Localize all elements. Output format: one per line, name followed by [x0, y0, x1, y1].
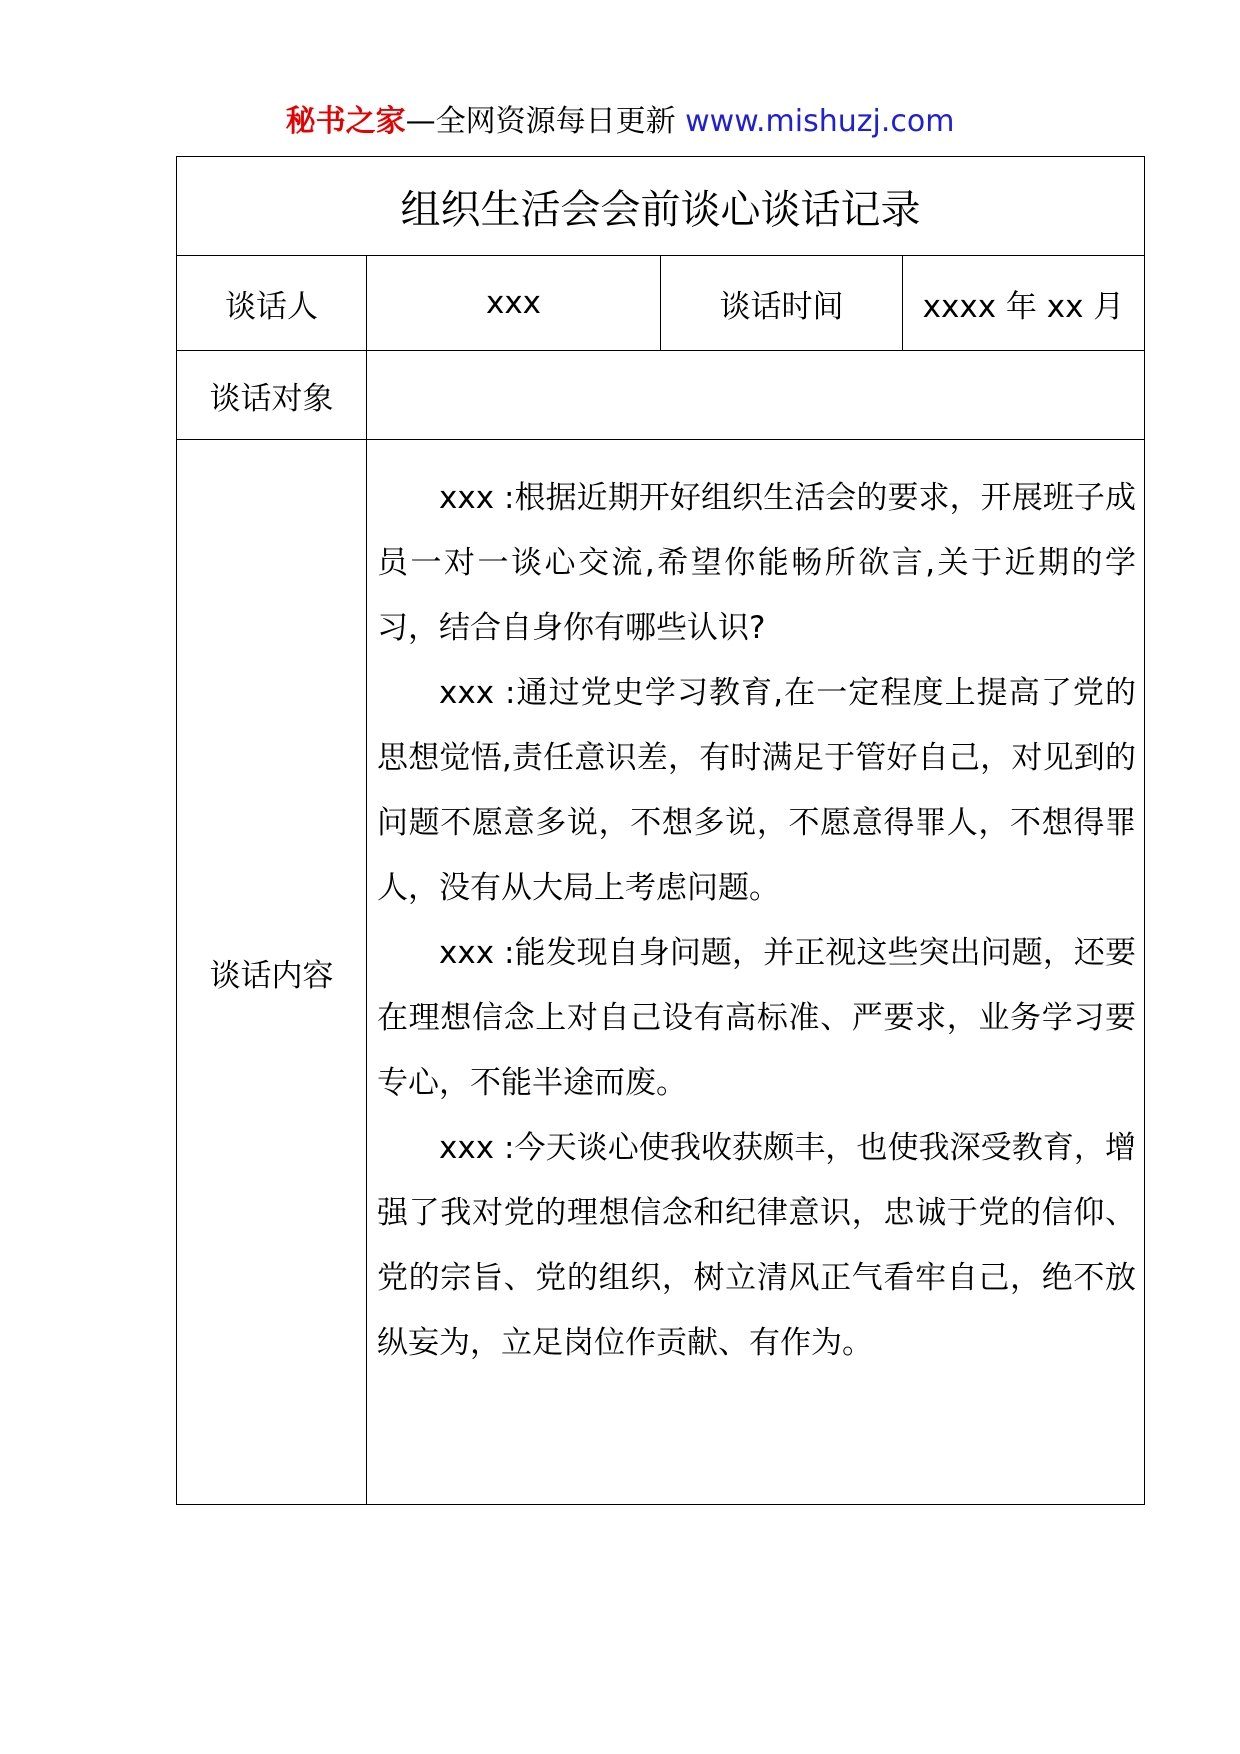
- site-header: [0, 100, 1240, 144]
- talk-paragraph: xxx :根据近期开好组织生活会的要求，开展班子成员一对一谈心交流,希望你能畅所欲言,关于近期的学习，结合自身你有哪些认识?: [377, 480, 1136, 646]
- talk-content-body: [367, 440, 1144, 1376]
- site-brand: 秘书之家: [285, 104, 406, 139]
- talk-paragraph: xxx :今天谈心使我收获颇丰，也使我深受教育，增强了我对党的理想信念和纪律意识，忠诚于党的信仰、党的宗旨、党的组织，树立清风正气看牢自己，绝不放纵妄为，立足岗位作贡献、有作为。: [377, 1130, 1136, 1361]
- talk-content-label: 谈话内容: [177, 440, 367, 1505]
- talk-record-table: [176, 156, 1145, 1505]
- talk-target-value: [367, 351, 1145, 440]
- talk-content-cell: [367, 440, 1145, 1505]
- talk-paragraph: xxx :能发现自身问题，并正视这些突出问题，还要在理想信念上对自己设有高标准、严要求，业务学习要专心，不能半途而废。: [377, 935, 1136, 1101]
- talk-paragraph: xxx :通过党史学习教育,在一定程度上提高了党的思想觉悟,责任意识差，有时满足于管好自己，对见到的问题不愿意多说，不想多说，不愿意得罪人，不想得罪人，没有从大局上考虑问题。: [377, 675, 1136, 906]
- talk-time-label: 谈话时间: [661, 256, 903, 351]
- talk-target-label: 谈话对象: [177, 351, 367, 440]
- record-title: 组织生活会会前谈心谈话记录: [177, 157, 1145, 256]
- talker-value: xxx: [367, 256, 661, 351]
- site-tagline: —全网资源每日更新: [405, 104, 676, 139]
- talker-label: 谈话人: [177, 256, 367, 351]
- site-url-link[interactable]: www.mishuzj.com: [685, 104, 955, 139]
- talk-time-value: xxxx 年 xx 月: [903, 256, 1145, 351]
